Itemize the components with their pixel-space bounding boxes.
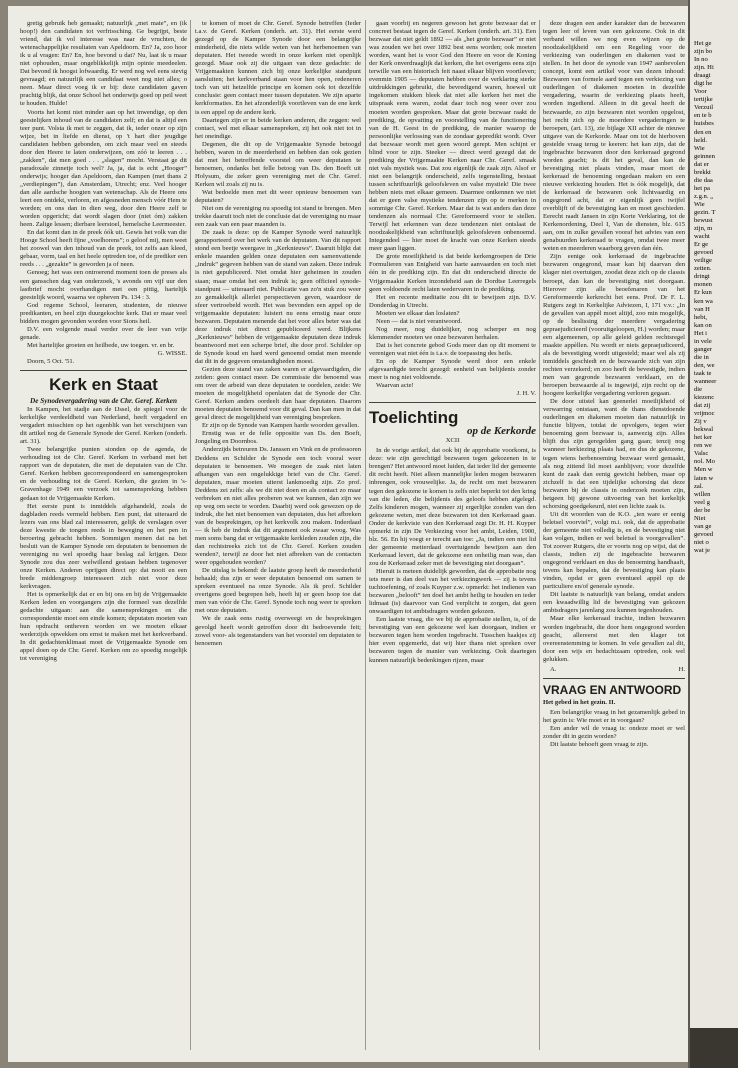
paragraph: Waarvan acte! — [376, 382, 414, 390]
paragraph: We de zaak eens rustig overweegt en de besprekingen gevolgd heeft wordt getroffen door dit bedroevende feit; zowel voor- als tegenstanders van het voorstel om deputaten te benoemen — [195, 615, 361, 647]
paragraph: En dat komt dan in de preek óók uit. Gewis het volk van die Hooge School heeft fijne „voelhorens”; o geloof mij, men weet het zoowel van den inhoud van de preek, tot zelfs aan kleed, gebaar, vorm, taal en het heele optreden toe, of de prediker een reeds . . . „gezakte” is geworden ja of neen. — [20, 229, 187, 269]
paragraph: Twee belangrijke punten stonden op de agenda, de verhouding tot de Chr. Geref. Kerken in verband met het rapport van de deputaten, die met de deputaten van de Chr. Geref. Kerken hebben gecorrespondeerd en samengesproken en de verhouding tot de Geref. Kerken, die gezien in 's-Gravenhage 1949 een verzoek tot samenspreking hebben gedaan tot de Vrijgemaakte Kerken. — [20, 446, 187, 502]
paragraph: Nog meer, nog duidelijker, nog scherper en nog klemmender moeten we onze bezwaren herhalen. — [369, 325, 536, 341]
adjacent-line: die — [694, 386, 703, 394]
subheading-synode: De Synodevergadering van de Chr. Geref. Kerken — [30, 397, 177, 406]
adjacent-line: zijn, m — [694, 225, 713, 233]
paragraph: Een ander wil de vraag is: ondeze moet er wel zonder dit in gezin worden? — [543, 724, 685, 740]
adjacent-line: wacht — [694, 233, 710, 241]
paragraph: Moeten we elkaar dan loslaten? — [376, 309, 460, 317]
divider — [543, 678, 685, 679]
paragraph: Het en recente meditatie zou dit te bewijzen zijn. D.V. Donderdag in Utrecht. — [369, 293, 536, 309]
paragraph: Genoeg; het was een ontroerend moment toen de preses als een gansschen dag van onderzoek, 's avonds om vijf uur den lastbrief mocht overhandigen met een pittig, hartelijk geestelijk woord, waarna we opheven Ps. 134 : 3. — [20, 269, 187, 301]
adjacent-line: taak te — [694, 369, 712, 377]
adjacent-line: Niet — [694, 514, 706, 522]
adjacent-line: Wie — [694, 200, 705, 208]
article-kerk-en-staat — [20, 406, 187, 664]
adjacent-line: gevoed — [694, 249, 714, 257]
newspaper-page — [8, 6, 690, 1062]
paragraph: deze dragen een ander karakter dan de bezwaren tegen leer of leven van een gekozene. Ook in dit verband willen we nog even wijzen op de noodzakelijkheid om een Regeling voor de verkiezing van ouderlingen en diakenen vast te stellen. In het door de synode van 1947 aanbevolen concept, komt een artikel voor van dezen inhoud: Bezwaren van formele aard tegen een verkiezing van ouderlingen of diakenen moeten in dezelfde vergadering, waarin de verkiezing plaats heeft, worden ingediend. Alleen in dit geval heeft de bezwaarde, zo zijn bezwaren niet worden opgelost, het recht zich op de moerdere vergaderingen te beroepen, (art. 13), zie bijlage XII achter de nieuwe uitgave van de Kerkorde. Maar om tot de hierboven gestelde vraag terug te keeren: het kan zijn, dat de ingebrachte bezwaren door den kerkeraad gegrond worden geacht; is dit het geval, dan kan de bevestiging niet plaats vinden, maar moet de kerkeraad de benoeming ongedaan maken en een nieuwe verkiezing houden. Het is óók mogelijk, dat de kerkeraad de bezwaren ook lichtvaardig en ongegrond acht, dat er eigenlijk geen twijfel overblijft of de bevestiging kan en moet geschieden. Eerecht raadt Jansen in zijn Korte Verklaring, tot de Kerkenordening, Deel I, Van de diensten, blz. 615 aan, om in zulke gevallen vooraf het advies van een genabuurden kerkeraad te vragen, omdat twee meer weten en meerderen waarborg geven dan één. — [543, 20, 685, 253]
column-1 — [20, 20, 187, 1050]
adjacent-line: der be — [694, 506, 711, 514]
adjacent-line: laten w — [694, 474, 714, 482]
adjacent-line: dringt — [694, 273, 710, 281]
adjacent-line: zal. — [694, 482, 704, 490]
paragraph: Dit laatste behoeft geen vraag te zijn. — [550, 741, 649, 749]
adjacent-line: willen — [694, 490, 711, 498]
adjacent-line: Valsc — [694, 450, 709, 458]
paragraph: Met hartelijke groeten en heilbede, uw toegen. vr. en br. — [27, 341, 175, 349]
paragraph: Anderzijds betreuren Ds. Janssen en Vink en de professoren Deddens en Schilder de Synode een toch vooral weer deputaten te benoemen. We moegen de zaak niet laten afhangen van een ongelukkige brief van de Chr. Geref. deputaten, maar moeten uiterst lankmoedig zijn. Zo prof. Deddens zei zelfs: als we dit niet doen en als contact zo maar verbreken en niet alles proberen wat we kunnen, dan zijn we op weg om secte te worden. Daarbij werd ook gewezen op de indruk, die het niet benoemen van deputaten, dus het afbreken van de besprekingen, op het kerkvolk zou maken. Inderdaad — ik heb de indruk dat dit argument ook zwaar woog. Was men soms bang dat er vrijgemaakte kerkleden zouden zijn, die dan rechtstreeks zich tot de Chr. Geref. Kerken zouden wenden?, terwijl ze door het niet afbreken van de contacten weer opgehouden worden? — [195, 446, 361, 567]
adjacent-line: dat zij — [694, 402, 711, 410]
paragraph: De zaak is deze: op de Kamper Synode werd natuurlijk gerapporteerd over het werk van de deputaten. Van dit rapport stond een beetje weergave in „Kerknieuws”. Daaruit blijkt dat enkele maanden gelden onze deputaten een samenvattende „indruk” gegeven hebben van de stand van zaken. Deze indruk is niet gepubliceerd. Niet omdat hier geheimen in zouden staan; maar omdat het een indruk is; geen officieel synode-standpunt — uiteraard niet. Publicatie van zo'n stuk zou weer zo gemakkelijk allerlei perspectieven geven, waardoor de sfeer vertroebeld wordt. Het was bevonden een appel op de vrijgemaakte deputaten: luistert nu eens ernstig naar onze bezwaren. Deputaten menende dat het voor alles beter was dat deze indruk niet direct gepubliceerd werd. Blijkens „Kerknieuws” hebben de vrijgemaakte deputaten deze indruk beantwoord met een scherpe brief, die door prof. Schilder op de Synode koud en hard werd genoemd omdat men meende dat dit in de gegeven omstandigheden moest. — [195, 229, 361, 365]
signature-h: H. — [678, 665, 685, 673]
adjacent-line: zetten. — [694, 265, 712, 273]
article-vraag-en-antwoord — [543, 709, 685, 749]
divider — [369, 402, 536, 403]
paragraph: Uit dit woorden van de K.O. „ten ware er eenig beletsel voorviel”, volgt m.i. ook, dat de approbatie der gemeente niet volledig is, en de bevestiging niet kan volgen, indien er wel beletsel is voorgevallen”. Tot zoover Rutgers, die er voorts nog op wijst, dat de classis, indien zij de ingebrachte bezwaren ongegrond verklaart en dus de benoeming handhaaft, tevens kan bepalen, dat de bevestiging kan plaats vinden, opdat er geen eventueel appèl op de particuliere en/of generale synode. — [543, 510, 685, 591]
paragraph: Neen — dat is niet verantwoord. — [376, 317, 463, 325]
column-rule — [539, 20, 540, 1050]
paragraph: Daartegen zijn er in beide kerken anderen, die zeggen: wel contact, wel met elkaar samenspreken, zij het ook niet tot in het oneindige. — [195, 116, 361, 140]
adjacent-line: Er kun — [694, 289, 712, 297]
paragraph: Zijn eenige ook kerkeraad de ingebrachte bezwaren ongegrond, maar kan hij daarvan den klager niet overtuigen, zoodat deze zich op de classis beroept, dan kan de bevestiging niet doorgaan. Hierover zijn alle beoefenaren van het Gereformeerde kerkrecht het eens. Prof. Dr F. L. Rutgers zegt in Kerkelijke Adviezen, I, 171 v.v.: „In de gevallen van appèl moet altijd, zoo min mogelijk, op de beslissing der meerdere vergadering gepraejudicieerd (vooruitgeloopen, H.) worden; maar een algemeenen, op alle geleid gelden rechtsregel maakte appèllen. Nu wordt er niets gepraejudiceerd, als de bevestiging wordt uitgesteld; maar wel als zij inmiddels geschiedt en de bezwaarde zich van zijn rechten verzekerd; en zoo heeft de bevestigde, indien men van gegronde bezwaren verklaart, en de beroepen bezwaarde al is ingewijd, zijn recht op de hoogere kerkelijke vergadering verloren gegaan. — [543, 253, 685, 398]
adjacent-line: geinnen — [694, 152, 715, 160]
paragraph: Dat is het concrete gebod Gods meer dan op dit moment te verenigen wat niet één is t.a.v. de toepassing des heils. — [369, 341, 536, 357]
adjacent-line: en te b — [694, 112, 712, 120]
binding-shadow — [690, 1028, 738, 1068]
paragraph: Het eerste punt is inmiddels afgehandeld, zoals de dagbladen reeds vermeld hebben. Een punt, dat uiteraard de lezers van ons blad zal interesseren, gelijk de verslagen over deze kwestie de tongen reeds in beweging en het pen in beroering gebracht hebben. Sommigen menen dat na het besluit van de Kamper Synode om deputaten te benoemen de vereniging nu wel spoedig haar beslag zal krijgen. Deze Synode zou dus zeer welwillend gestaan hebben tegenover onze Kerken. Anderen oprijgen direct op: dat nooit en een brede middengroep interesseert zich niet voor deze kerkvragen. — [20, 502, 187, 591]
adjacent-line: het ker — [694, 434, 713, 442]
column-3 — [369, 20, 536, 1050]
letter-text — [20, 20, 187, 350]
adjacent-line: gezin. T — [694, 208, 716, 216]
adjacent-line: wat je — [694, 546, 710, 554]
adjacent-line: monen — [694, 281, 712, 289]
paragraph: God regeme School, leeraren, studenten, de nieuwe predikanten, en heel zijn duurgekochte kerk. Dat er maar veel bidders mogen gevonden worden voor Sions heil. — [20, 301, 187, 325]
column-rule — [365, 20, 366, 1050]
adjacent-line: van H — [694, 305, 710, 313]
paragraph: In Kampen, het stadje aan de IJssel, de spiegel voor de kerkelijke verdeeldheid van Nederland, heeft vergaderd en vergadert misschien op het ogenblik van het verschijnen van dit artikel nog de Generale Synode der Geref. Kerken (onderh. art. 31). — [20, 406, 187, 446]
adjacent-line: nol. Mo — [694, 458, 715, 466]
adjacent-line: kiezenc — [694, 394, 715, 402]
paragraph: Degenen, die dit op de Vrijgemaakte Synode betoogd hebben, waren in de meerderheid en hebben dan ook gezien dat met het betreffende voorstel om weer deputaten te benoemen, ondanks het felle betoog van Ds. den Boeft uit Holysum, die zeker geen vereniging met de Chr. Geref. Kerken wil zoals zij nu is. — [195, 140, 361, 188]
paragraph: Een belangrijke vraag in het gezamenlijk gebed in het gezin is: Wie moet er in voorgaan? — [543, 708, 685, 724]
adjacent-line: veilige — [694, 257, 712, 265]
paragraph: Voorts het komt niet minder aan op het inwendige, op den geestelijken inhoud van de candidaten zelf; en dat is altijd een teer punt. Volsta ik met te zeggen, dat ik, ieder onzer op zijn wijze, bet in liefde en dienst, op 't hart dier jeugdige candidaten hebben gebonden, om zich maar veel en steeds door den Heere te laten onderwijzen, om zóó te leeren . . . „zakken”, dat men goed . . . „slagen” mocht. Verstaat ge dit paradoxale zinnetje toch wel? Ja, ja, dat is echt „Hooger” onderwijs; hooger dan Apeldoorn, dan Kampen (met thans 2 „verdiepingen”), dan Amsterdam, Utrecht; enz. Veel hooger dan alle aardsche hoogten van wetenschap. Als de Heere ons leert een ontdekt, verloren, en afgesneden mensch vóór Hem te worden; en ons dan in dien weg, door den Heere zelf te worden opgericht; dat wordt slagen door (niet óm) zakken heen. Zalige lessen; dierbare leerstoel, hemelsche Leermeester. — [20, 108, 187, 229]
paragraph: D.V. een volgende maal verder over de leer van vrije genade. — [20, 325, 187, 341]
paragraph: Er zijn op de Synode van Kampen harde woorden gevallen. — [202, 422, 360, 430]
article-signatures — [543, 666, 685, 674]
adjacent-line: kan on — [694, 321, 712, 329]
adjacent-line: den, we — [694, 361, 715, 369]
paragraph: Gezien deze stand van zaken waren er afgevaardigden, die zeiden: geen contact meer. De commissie die benoemd was om over de arbeid van deze deputaten te oordelen, zeide: We moeten de mogelijkheid openlaten dat de Synode der Chr. Geref. Kerken anders oordeelt dan haar deputaten. Daarom moeten deputaten benoemd voor dit geval. Dan kan men in dat geval direct de mogelijkheid van vereniging bespreken. — [195, 366, 361, 422]
paragraph: gaan voorbij en negeren gewoon het grote bezwaar dat er concreet bestaat tegen de Geref. Kerken (onderh. art. 31). Een bezwaar dat niet geldt 1892 — als „het grote bezwaar” er niet was zouden we het over 1892 best eens worden; ook moeten worden, want het is voor God den Heere en voor de Koning der Kerk onverdraaglijk dat kerken, die het overigens eens zijn terwille van een historisch feit naast elkaar blijven voortleven; evenmin 1905 — deputaten hebben over de verklaring sterke uitdrukkingen gebruikt, die bevredigend waren, hoewel uit ingekomen stukken bleek dat niet alle kerken het met die uitspraak eens waren, zodat daar toch nog weer over zou moeten worden gesproken. Maar dat grote bezwaar raakt de prediking, de opvatting en voorstelling van de functionering van de H. Geest in de prediking, de manier waarop de persoonlijke verlossing van de zondaar gepredikt wordt. Over dat bezwaar wordt met geen woord gerept. Men schijnt er blind voor te zijn. Steeker — direct werd gezegd dat de prediking der Vrijgemaakte Kerken naar Chr. Geref. smaak niet vals mystiek was. Dat zou eigenlijk de zaak zijn. Alsof er niet een belangrijk onderscheid, zelfs tegenstelling, bestaat tussen schriftuurlijk geloofsleven en valse mystiek! Die twee hebben niets met elkaar gemeen. Daarmee ontkennen we niet dat er geen valse mystieke tendenzen zijn op te merken in sommige Chr. Geref. Kerken. Maar dat is wat anders dan deze tendenzen als normaal Chr. Gereformeerd voor te stellen. Terwijl het erkennen van deze tendenzen niet ontslaat de noodzakelijkheid van schriftuurlijk geloofsleven onbenoemd. Integendeel — hier moet de kracht van onze Kerken steeds meer gaan liggen. — [369, 20, 536, 253]
adjacent-line: In no — [694, 56, 708, 64]
adjacent-line: gevoed — [694, 530, 714, 538]
adjacent-line: Zij v — [694, 418, 707, 426]
article-kerk-en-staat-continued — [195, 20, 361, 648]
paragraph: De door uitstel kan geenerlei moeilijkheid of verwarring ontstaan, want de thans dienstdoende ouderlingen en diakenen moeten dan natuurlijk in functie blijven, totdat de opvolgers, tegen wier benoeming geen bezwaar is, aanwezig zijn. Alles blijft dus zijn geregelden gang gaan; tenzij nog wanneer herkiezing plaats had, en dus de gekozene, tegen wiens herbenoeming bezwaar werd gemaakt, als nog zittend lid moet aanblijven; voor dezelfde kunt de zaak dan eenig gewicht hebben, maar op zichzelf is dat een tijdelijke schorsing dat deze bezwaren bij de classis in onderzoek moeten zijn, hetgeen bij gewone uitvoering van het kerkelijk schorsing goedgekeurd, niet een lichte zaak is. — [543, 398, 685, 510]
adjacent-line: in vele — [694, 337, 712, 345]
adjacent-line: hebt, — [694, 313, 708, 321]
adjacent-line: draagt — [694, 72, 711, 80]
letter-date: Doorn, 5 Oct. '51. — [27, 357, 75, 365]
adjacent-line: Men w — [694, 466, 713, 474]
adjacent-line: dat er — [694, 160, 709, 168]
column-4 — [543, 20, 685, 1050]
adjacent-line: held. — [694, 136, 708, 144]
heading-kerk-en-staat: Kerk en Staat — [49, 375, 158, 395]
paragraph: Het is opmerkelijk dat er en bij ons en bij de Vrijgemaakte Kerken leden en voorgangers zijn die formeel van dezelfde gedachte uitgaan: aan die samensprekingen en die correspondentie moet een einde komen; deputaten moeten van hun opdracht ontheven worden en we moeten elkaar wederzijds opwekken om ernst te maken met het kerkverband. In dit gedachtenklimaat moet de Vrijgemaakte Synode om appel doen op de Chr. Geref. Kerken om zo spoedig mogelijk tot vereniging — [20, 591, 187, 663]
adjacent-line: zijn. Hi — [694, 64, 714, 72]
paragraph: De uitslag is bekend: de laatste groep heeft de meerderheid behaald; dus zijn er weer deputaten benoemd om samen te spreken eventueel na onze Synode. Als ik prof. Schilder overigens goed begrepen heb, heeft hij er geen hoop toe dat men van vóór de Chr. Geref. Synode toch nog weer te spreken met onze deputaten. — [195, 567, 361, 615]
article-kerk-en-staat-end — [369, 20, 536, 390]
heading-toelichting: Toelichting — [369, 408, 459, 428]
adjacent-line: Voor — [694, 88, 707, 96]
paragraph: Maar elke kerkeraad trachte, indien bezwaren worden ingebracht, die door hem ongegrond worden geacht, allereerst met den klager tot overeenstemming te komen. In vele gevallen zal dit, door een wijs en bedachtzaam optreden, ook wel gelukken. — [543, 615, 685, 663]
signature-a: A. — [550, 665, 557, 673]
adjacent-line: den en — [694, 128, 712, 136]
adjacent-line: Er ge — [694, 241, 709, 249]
paragraph: Dit laatste is natuurlijk van belang, omdat anders een kwaadwillig lid de bevestiging van gekozen ambtsdragers jarenlang zou kunnen tegenhouden. — [543, 591, 685, 615]
heading-vraag-en-antwoord: VRAAG EN ANTWOORD — [543, 682, 682, 697]
paragraph: De grote moeilijkheid is dat beide kerkengroepen de Drie Formulieren van Enigheid van harte aanvaarden en toch niet één in de prediking zijn. En dat dit onderscheid directe de Vrijgemaakte Kerken inzondeheid aan de Dordtse Leerregels geen voldoende recht laten wedervaren in de prediking. — [369, 253, 536, 293]
adjacent-line: digt he — [694, 80, 713, 88]
adjacent-page-text — [690, 0, 738, 555]
adjacent-line: die daa — [694, 176, 713, 184]
adjacent-line: z.g.n. „ — [694, 192, 714, 200]
paragraph: Een laatste vraag, die we bij de approbatie stellen, is, of de bevestiging van een gekozene wel kan doorgaan, indien er bezwaren tegen hem worden ingebracht. Tusschen haakjes zij hier even opgemerkt, dat wij hier thans niet spreken over bezwaren tegen de manier van verkiezing. Ook daartegen kunnen natuurlijk bedenkingen rijzen, maar — [369, 616, 536, 664]
paragraph: Ernstig was er de felle oppositie van Ds. den Boeft, Jongeling en Doornbos. — [195, 430, 361, 446]
heading-op-de-kerkorde: op de Kerkorde — [466, 425, 536, 438]
article-number: XCII — [445, 437, 460, 445]
adjacent-line: veel g — [694, 498, 710, 506]
adjacent-line: van ge — [694, 522, 712, 530]
article-toelichting-continued — [543, 20, 685, 664]
paragraph: Hieruit is meteen duidelijk geworden, dat de approbatie nog iets meer is dan deel van het verkiezingwerk — zij is tevens tuchtoefening, of zoals Kuyper z.w. opmerkt: het indienen van bezwaren „belooft” ten doel het ambt heilig te houden en ieder lidmaat (is) daarvoor van God verplicht te zorgen, dat geen onwaardigen tot ambtsdragers worden gekozen. — [369, 568, 536, 616]
adjacent-line: tertijke — [694, 96, 713, 104]
adjacent-line: Het ge — [694, 40, 712, 47]
article-toelichting — [369, 447, 536, 664]
paragraph: Niet om de vereniging nu spoedig tot stand te brengen. Men trekke daaruit toch niet de conclusie dat de vereniging nu maar een zaak van een paar maanden is. — [195, 205, 361, 229]
column-rule — [190, 20, 191, 1050]
adjacent-line: Het i — [694, 329, 708, 337]
adjacent-line: bekwal — [694, 426, 714, 434]
article-signature: J. H. V. — [516, 390, 536, 398]
adjacent-page-edge — [690, 0, 738, 1068]
adjacent-line: die in — [694, 353, 709, 361]
adjacent-line: bewust — [694, 217, 713, 225]
paragraph: te komen of moet de Chr. Geref. Synode betreffen (Ieder t.a.v. de Geref. Kerken (onderh. art. 31). Het eerste werd gezegd op de Kamper Synode door een belangrijke minderheid, die niets wilde weten van het herbenoemen van deputaten. Het tweede wordt in onze kerken niet openlijk gezegd. Maar ook zij die uitgaan van deze gedachte: de Vrijgemaakten kunnen zich bij onze kerkelijke standpunt aansluiten; het kerkverband staan voor hen open, redeneren toch van uit hetzelfde principe en komen ook tot dezelfde conclusie: geen contact meer tussen deputaten. We zijn aparte kerkformaties. En het afzonderlijk voortleven van de ene kerk is een appel op de andere kerk. — [195, 20, 361, 116]
paragraph: Wat bedoelde men met dit weer opnieuw benoemen van deputaten? — [195, 188, 361, 205]
divider — [20, 370, 187, 371]
question-title: Het gebed in het gezin. II. — [543, 698, 616, 706]
adjacent-line: huisbes — [694, 120, 714, 128]
adjacent-line: wanneer — [694, 377, 717, 385]
column-2 — [195, 20, 361, 1050]
paragraph: In de vorige artikel, dat ook bij de approbatie voorkomt, is deze: wie zijn gerechtigd bezwaren tegen gekozenen in te brengen? Het antwoord moet luiden, dat ieder lid der gemeente dit recht heeft. Niet alleen mannelijke leden mogen bezwaren inbrengen, ook vrouwelijke. Ja, de recht om met bezwaren tegen den gekozene te komen is zelfs niet beperkt tot den kring van die leden, die belijdenis des geloofs hebben afgelegd. Zelfs kinderen mogen, wanneer zij ergerlijke zonden van den gekozene weten, met deze bezwaren tot den Kerkeraad gaan. Onder de kerkvisie van den Kerkeraad zegt Dr. H. H. Kuyper opmerkt in zijn De Verkiezing voor het ambt, Leiden, 1900, blz. 56. En hij voegt er terecht aan toe: „Ja, indien een niet lid der gemeente metterdaad overtuigende bewijzen aan den Kerkeraad levert, dat de gekozene een onheilig man was, dan zou de Kerkeraad zeker met de bevestiging niet doorgaan”. — [369, 447, 536, 567]
adjacent-line: Wie — [694, 144, 705, 152]
adjacent-line: niet o — [694, 538, 709, 546]
adjacent-line: Verzuil — [694, 104, 714, 112]
adjacent-line: ren we — [694, 442, 712, 450]
adjacent-line: het pa — [694, 184, 710, 192]
adjacent-line: ken wa — [694, 297, 713, 305]
letter-signature: G. WISSE. — [157, 349, 187, 357]
paragraph: En op de Kamper Synode werd door een enkele afgevaardigde terecht gezegd: eenheid van belijdenis zonder meer is nog niet voldoende. — [369, 357, 536, 382]
paragraph: gretig gebruik heb gemaakt; natuurlijk „met mate”, en (ik hoop!) den candidaten tot verfrissching. Ge begrijpt, beste vriend, dat ik vol interesse was naar de vruchten, de wetenschappelijke resultaten van Apeldoorn. En? Ja, zoo hoor ik u al vragen: En? En, hoe bevond u dat? Nu, laat ik u maar niet ophouden, maar ongeblikkelijk mijn opinie meedeelen. Dat bevond ik hoogst lofwaardig. Er werd nog wel eens stevig gevraagd; en natuurlijk een candidaat weet nog niet alles; o neen. Maar direct voeg ik er bij: deze candidaten gaven prachtig blijk, dat onze School het onderwijs goed op peil weet te houden. Hulde! — [20, 20, 187, 108]
adjacent-line: zijn bo — [694, 48, 713, 56]
adjacent-line: vrijmoc — [694, 410, 715, 418]
adjacent-line: brekkt — [694, 168, 711, 176]
adjacent-line: ganger — [694, 345, 712, 353]
